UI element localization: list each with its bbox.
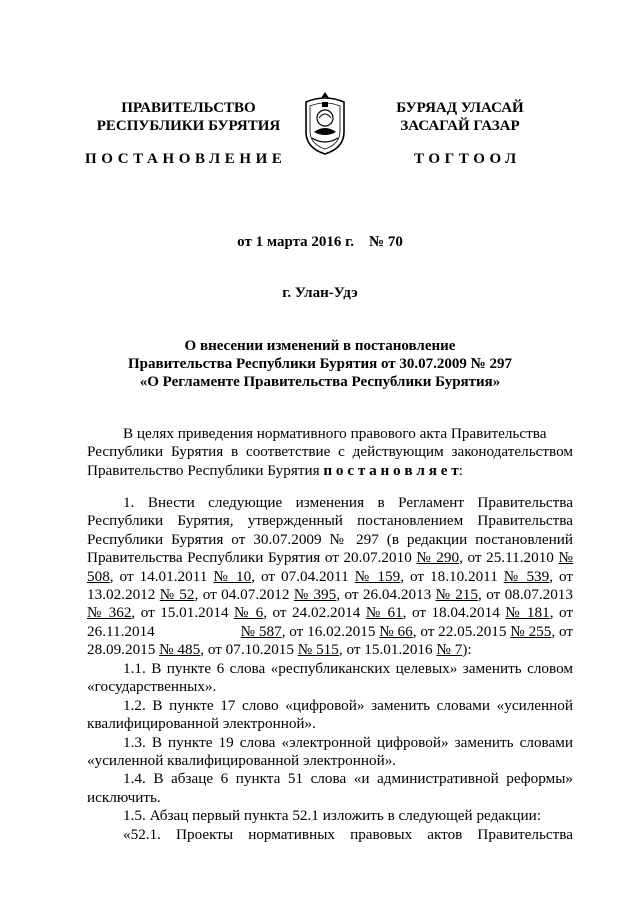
item1-l8-rest	[241, 623, 573, 641]
link-159[interactable]: № 159	[354, 567, 401, 585]
item1-l8-text-a: 26.11.2014	[87, 622, 155, 640]
doc-type-right: ТОГТООЛ	[414, 151, 521, 167]
header-left-line2: РЕСПУБЛИКИ БУРЯТИЯ	[96, 118, 281, 134]
sub-item-1-4-line1: 1.4. В абзаце 6 пункта 51 слова «и административной реформы»	[123, 770, 573, 788]
link-66[interactable]: № 66	[379, 622, 413, 640]
item1-l7-text-d: , от	[549, 604, 573, 622]
link-215[interactable]: № 215	[435, 586, 478, 604]
link-508-part2[interactable]: 508	[87, 567, 110, 585]
document-title	[0, 337, 640, 391]
link-508-part1[interactable]: №	[558, 549, 574, 567]
item1-line5	[87, 568, 573, 586]
decree-verb: п о с т а н о в л я е т	[323, 461, 459, 479]
sub-item-1-3-line1: 1.3. В пункте 19 слова «электронной цифровой» заменить словами	[123, 733, 573, 751]
preamble-line2: Республики Бурятия в соответствие с действующим законодательством	[87, 443, 573, 461]
item1-l7-text-b: , от 24.02.2014	[263, 604, 366, 622]
item1-l6-text-d: , от 08.07.2013	[477, 586, 573, 604]
quote-52-1: «52.1. Проекты нормативных правовых актов Правительства	[123, 825, 573, 843]
city-line: г. Улан-Удэ	[282, 285, 358, 301]
item1-l5-text-c: , от 18.10.2011	[400, 567, 504, 585]
sub-item-1-5: 1.5. Абзац первый пункта 52.1 изложить в следующей редакции:	[123, 807, 542, 825]
sub-item-1-1-line1: 1.1. В пункте 6 слова «республиканских целевых» заменить словом	[123, 660, 573, 677]
date-number-line: от 1 марта 2016 г. № 70	[237, 234, 403, 250]
item1-line7	[87, 604, 573, 622]
header-right-line2: ЗАСАГАЙ ГАЗАР	[400, 118, 520, 134]
preamble-line3	[87, 462, 573, 480]
link-290[interactable]: № 290	[416, 549, 460, 567]
item1-l5-text-a: , от 14.01.2011	[109, 567, 214, 585]
preamble-line3-text: Правительство Республики Бурятия	[87, 461, 324, 479]
item1-l9-text-d: ):	[462, 641, 472, 659]
item1-line9	[87, 641, 573, 659]
item1-l5-text-b: , от 07.04.2011	[251, 567, 355, 585]
header-left-org	[96, 99, 281, 135]
item1-l8-text-d: , от	[551, 622, 573, 640]
item1-line4	[87, 549, 573, 567]
item1-l7-text-a: , от 15.01.2014	[131, 604, 235, 622]
sub-item-1-4-line2: исключить.	[87, 788, 161, 806]
item1-l8-text-c: , от 22.05.2015	[412, 622, 511, 640]
link-6[interactable]: № 6	[234, 604, 264, 622]
item1-line8	[87, 623, 573, 641]
link-395[interactable]: № 395	[293, 586, 337, 604]
link-181[interactable]: № 181	[505, 604, 550, 622]
title-line1: О внесении изменений в постановление	[184, 338, 456, 354]
header-right-org	[375, 99, 545, 135]
link-515[interactable]: № 515	[297, 641, 339, 659]
sub-item-1-2-line1: 1.2. В пункте 17 слово «цифровой» заменить словами «усиленной	[123, 696, 573, 714]
link-52[interactable]: № 52	[159, 586, 195, 604]
item1-l9-text-b: , от 07.10.2015	[200, 641, 298, 659]
item1-l5-text-d: , от	[549, 567, 574, 585]
preamble-line1	[87, 425, 573, 443]
link-485[interactable]: № 485	[159, 641, 201, 659]
item1-l9-text-a: 28.09.2015	[87, 641, 160, 659]
title-line2: Правительства Республики Бурятия от 30.07.2009 № 297	[127, 356, 512, 372]
item1-l8-text-b: , от 16.02.2015	[281, 622, 380, 640]
item1-l4-text-b: , от 25.11.2010	[459, 549, 559, 567]
title-line3: «О Регламенте Правительства Республики Бурятия»	[139, 374, 501, 390]
link-362[interactable]: № 362	[87, 604, 132, 622]
link-10[interactable]: № 10	[213, 567, 252, 585]
item1-line6	[87, 586, 573, 604]
header-left-line1: ПРАВИТЕЛЬСТВО	[121, 100, 256, 116]
link-7[interactable]: № 7	[436, 641, 463, 659]
sub-items	[87, 660, 573, 844]
sub-item-1-3-line2: «усиленной квалифицированной электронной».	[87, 752, 397, 770]
item1-l6-text-a: 13.02.2012	[87, 586, 160, 604]
item1-l4-text-a: Правительства Республики Бурятия от 20.07.2010	[87, 549, 417, 567]
item1-l6-text-b: , от 04.07.2012	[194, 586, 294, 604]
doc-type-left: ПОСТАНОВЛЕНИЕ	[85, 151, 287, 167]
item1-line3: Республики Бурятия от 30.07.2009 № 297 (в редакции постановлений	[87, 530, 573, 548]
preamble-line3-colon: :	[458, 461, 463, 479]
item1-l9-text-c: , от 15.01.2016	[338, 641, 437, 659]
link-539[interactable]: № 539	[503, 567, 550, 585]
item1-line2: Республики Бурятия, утвержденный постановлением Правительства	[87, 512, 573, 530]
link-61[interactable]: № 61	[365, 604, 403, 622]
preamble-paragraph	[87, 425, 573, 480]
item1-line1: 1. Внести следующие изменения в Регламент Правительства	[123, 494, 573, 511]
sub-item-1-1-line2: «государственных».	[87, 678, 217, 696]
link-255[interactable]: № 255	[510, 622, 552, 640]
item-1-paragraph	[87, 494, 573, 660]
coat-of-arms-icon	[300, 88, 350, 158]
link-587[interactable]: № 587	[240, 622, 282, 640]
item1-l7-text-c: , от 18.04.2014	[402, 604, 506, 622]
item1-l6-text-c: , от 26.04.2013	[336, 586, 436, 604]
sub-item-1-2-line2: квалифицированной электронной».	[87, 715, 316, 733]
header-right-line1: БУРЯАД УЛАСАЙ	[396, 100, 524, 116]
preamble-line1-text: В целях приведения нормативного правового акта Правительства	[123, 425, 547, 442]
